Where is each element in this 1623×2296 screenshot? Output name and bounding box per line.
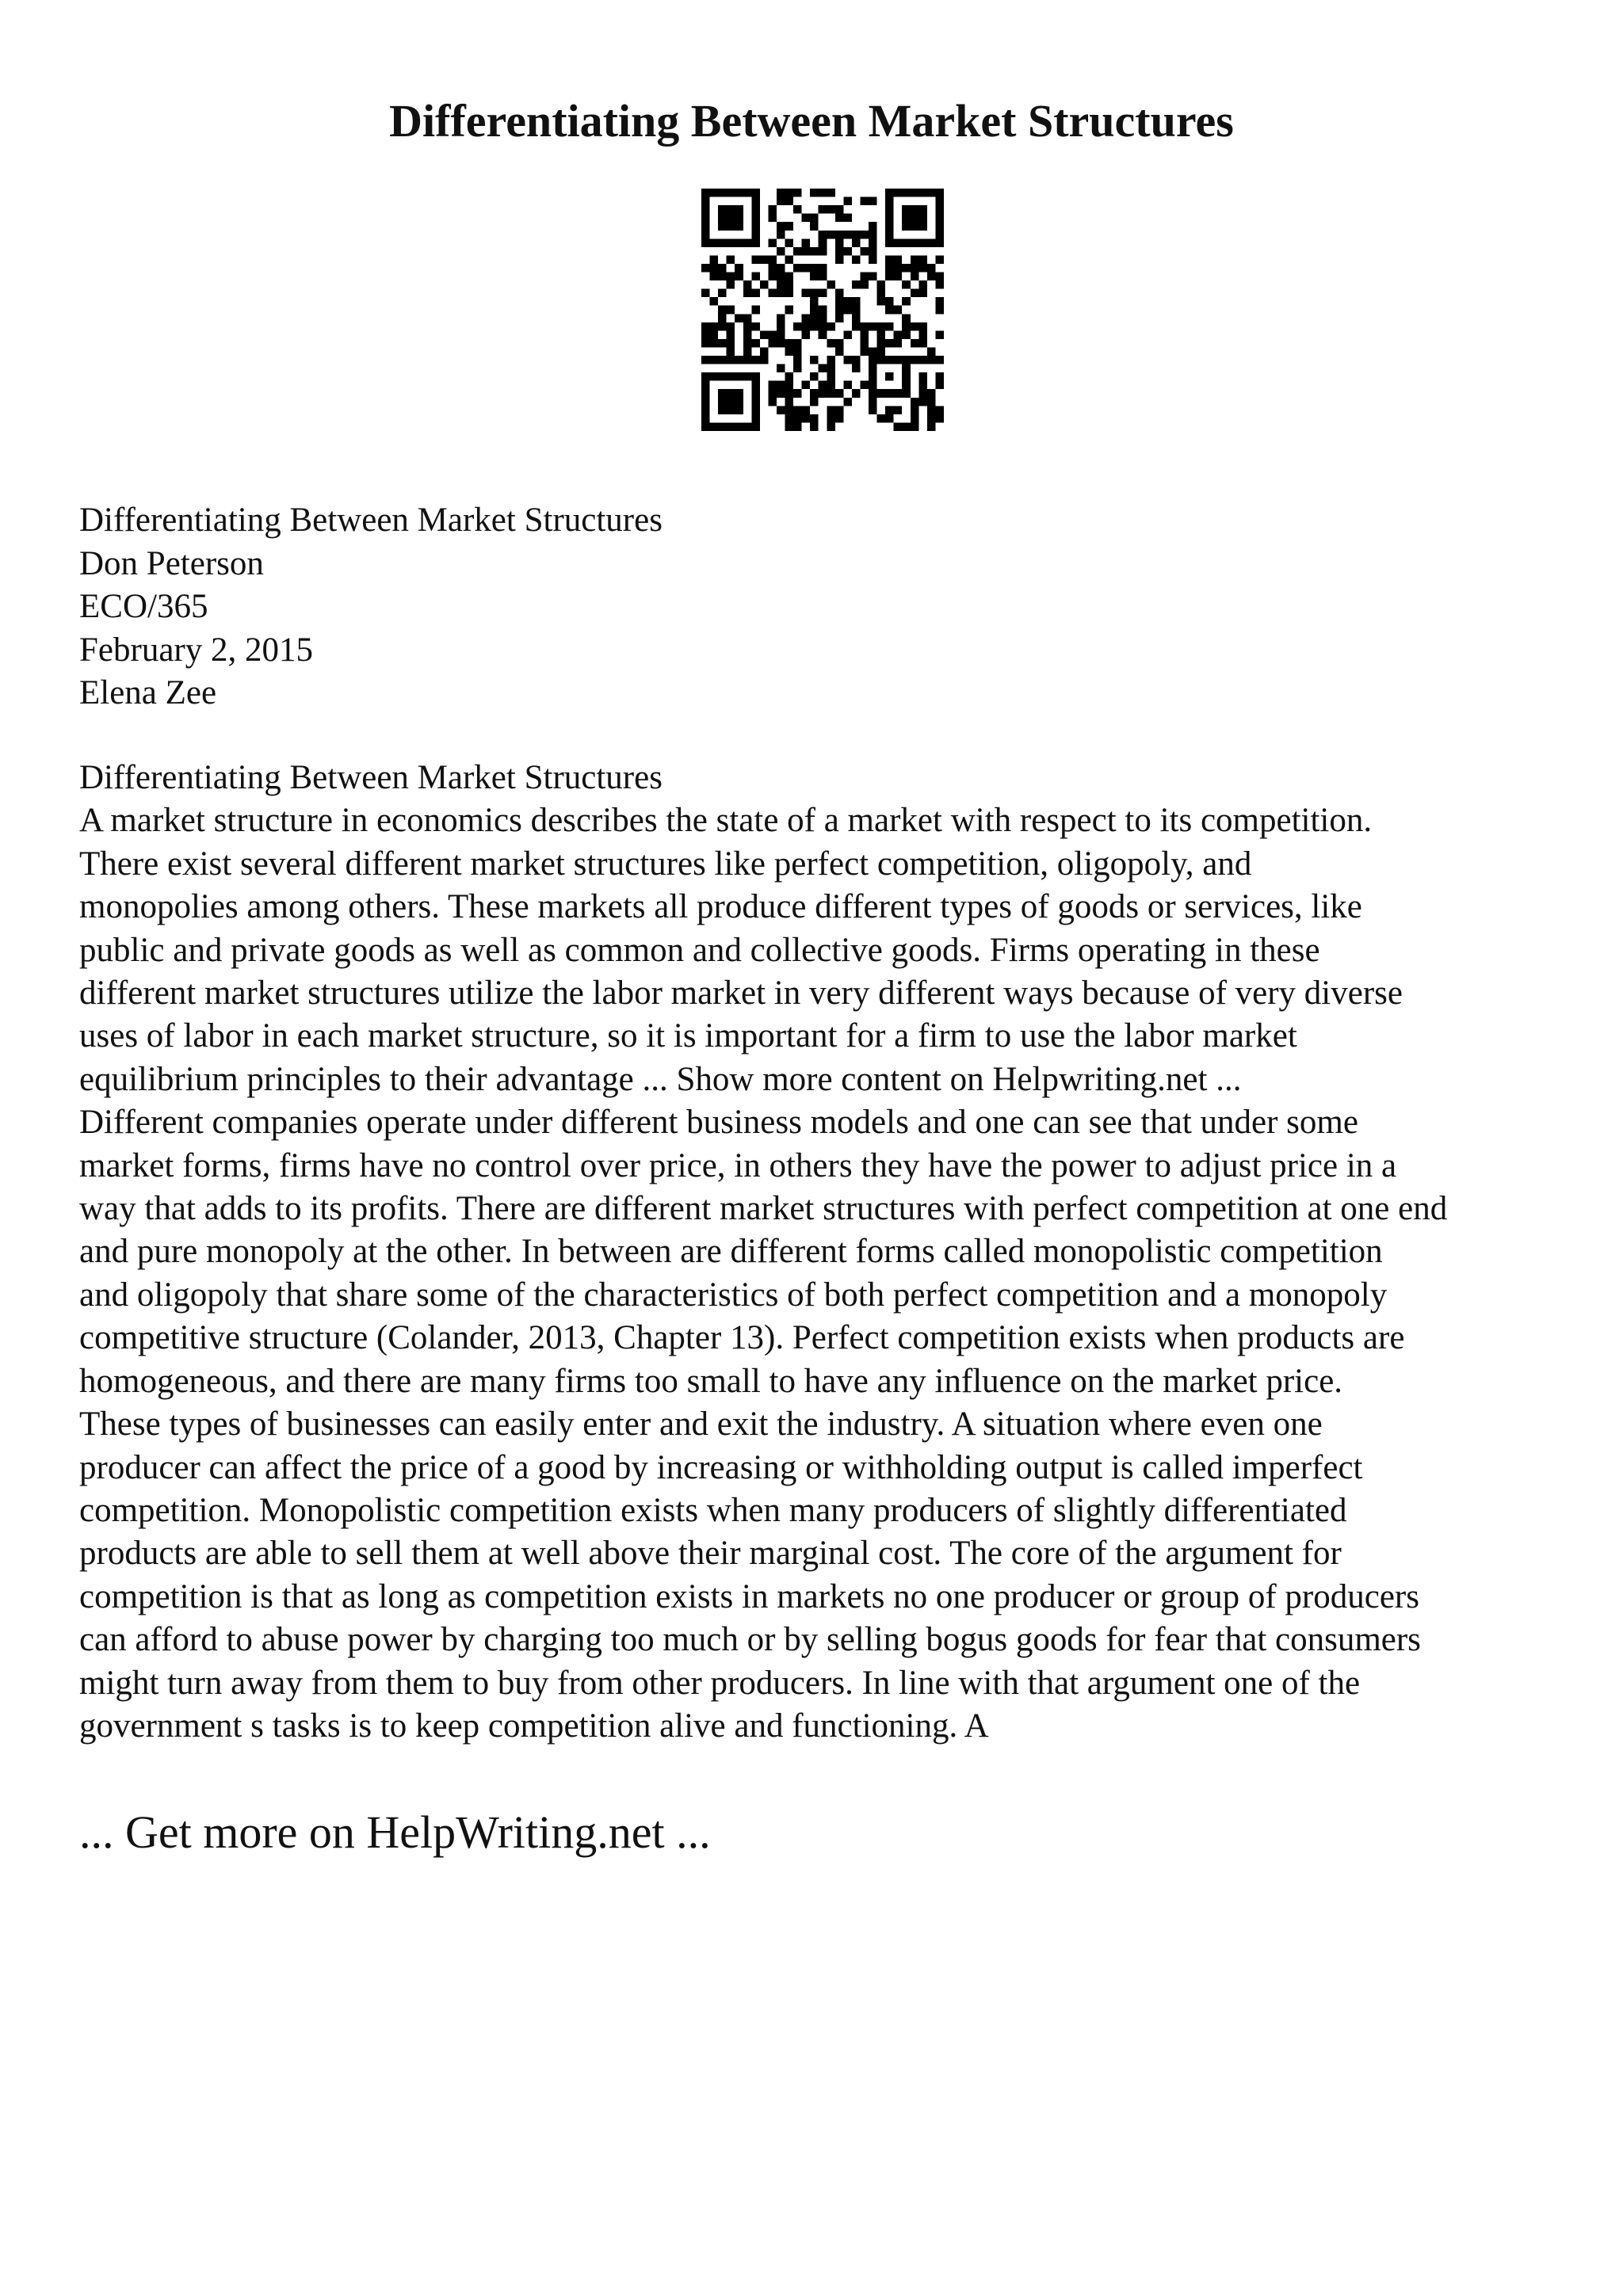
qr-code-graphic	[701, 189, 944, 431]
body-text-line: public and private goods as well as common and collective goods. Firms operating in these	[79, 931, 1320, 969]
body-text-line: different market structures utilize the labor market in very different ways because of very diverse	[79, 974, 1403, 1013]
meta-author: Don Peterson	[79, 544, 264, 582]
body-heading: Differentiating Between Market Structures	[79, 759, 663, 796]
helpwriting-link[interactable]: ... Get more on HelpWriting.net ...	[79, 1806, 711, 1858]
meta-title: Differentiating Between Market Structures	[79, 502, 663, 539]
body-text-line: Different companies operate under different business models and one can see that under some	[79, 1104, 1358, 1142]
meta-instructor: Elena Zee	[79, 674, 217, 711]
body-text-line: market forms, firms have no control over price, in others they have the power to adjust price in a	[79, 1146, 1397, 1184]
body-text-line: There exist several different market structures like perfect competition, oligopoly, and	[79, 845, 1252, 883]
body-text-line: equilibrium principles to their advantage ... Show more content on Helpwriting.net ...	[79, 1060, 1242, 1098]
body-text-line: can afford to abuse power by charging too much or by selling bogus goods for fear that consumers	[79, 1621, 1421, 1659]
meta-date: February 2, 2015	[79, 631, 313, 669]
body-text-line: These types of businesses can easily enter and exit the industry. A situation where even one	[79, 1405, 1323, 1444]
body-text-line: and oligopoly that share some of the characteristics of both perfect competition and a monopoly	[79, 1276, 1388, 1314]
document-title: Differentiating Between Market Structures	[389, 95, 1234, 147]
qr-code-icon	[701, 189, 944, 431]
document-metadata	[79, 499, 1569, 715]
body-text-line: products are able to sell them at well above their marginal cost. The core of the argument for	[79, 1535, 1342, 1573]
meta-course: ECO/365	[79, 588, 208, 625]
body-text-line: way that adds to its profits. There are different market structures with perfect competition at one end	[79, 1190, 1448, 1228]
qr-modules	[701, 189, 944, 431]
document-body	[79, 757, 1577, 1748]
body-text-line: A market structure in economics describes the state of a market with respect to its competition.	[79, 802, 1373, 840]
body-text-line: might turn away from them to buy from other producers. In line with that argument one of the	[79, 1664, 1361, 1702]
body-text-line: competition is that as long as competition exists in markets no one producer or group of producers	[79, 1577, 1419, 1615]
body-text-line: and pure monopoly at the other. In between are different forms called monopolistic competition	[79, 1233, 1383, 1271]
body-text-line: monopolies among others. These markets all produce different types of goods or services, like	[79, 888, 1362, 926]
body-text-line: competitive structure (Colander, 2013, Chapter 13). Perfect competition exists when products are	[79, 1319, 1405, 1357]
body-text-line: competition. Monopolistic competition exists when many producers of slightly differentiated	[79, 1491, 1347, 1529]
body-text-line: uses of labor in each market structure, so it is important for a firm to use the labor market	[79, 1017, 1297, 1055]
body-text-line: homogeneous, and there are many firms too small to have any influence on the market price.	[79, 1362, 1343, 1400]
body-text-line: government s tasks is to keep competition alive and functioning. A	[79, 1707, 989, 1745]
body-text-line: producer can affect the price of a good by increasing or withholding output is called imperfect	[79, 1448, 1363, 1486]
